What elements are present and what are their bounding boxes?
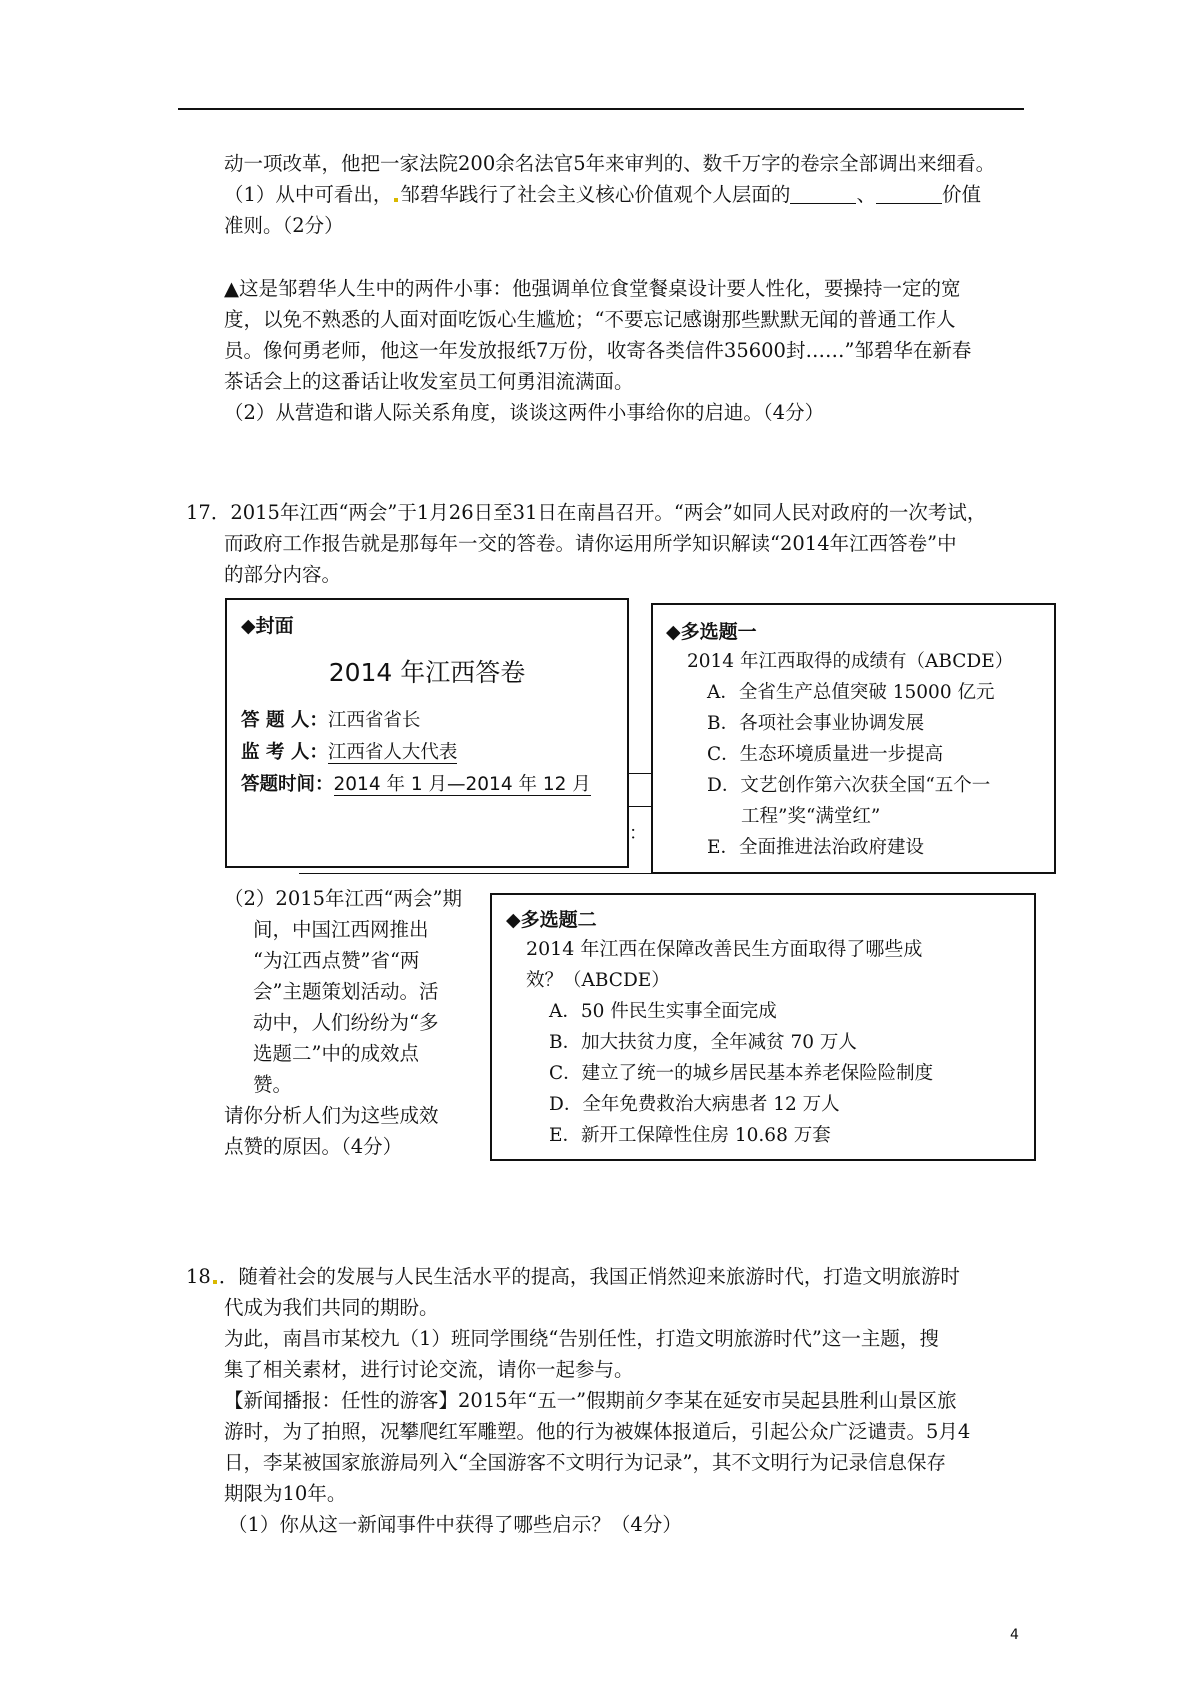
q17-text-line: 的部分内容。 xyxy=(224,563,342,586)
mc1-option: E．全面推进法治政府建设 xyxy=(707,837,925,858)
mc2-option: C．建立了统一的城乡居民基本养老保险险制度 xyxy=(549,1063,934,1084)
q16-text-line: 动一项改革，他把一家法院200余名法官5年来审判的、数千万字的卷宗全部调出来细看。 xyxy=(224,152,996,175)
q16-q1-middle: 邹碧华践行了社会主义核心价值观个人层面的 xyxy=(400,183,791,206)
mc2-option: E．新开工保障性住房 10.68 万套 xyxy=(549,1125,831,1146)
cover-label: 答题时间： xyxy=(241,774,334,795)
q18-text-line: 集了相关素材，进行讨论交流，请你一起参与。 xyxy=(224,1358,634,1381)
highlight-dot xyxy=(213,1280,217,1284)
cover-value: 江西省省长 xyxy=(327,710,421,731)
q16-para2-line: ▲这是邹碧华人生中的两件小事：他强调单位食堂餐桌设计要人性化，要操持一定的宽 xyxy=(224,277,961,300)
cover-row-proctor xyxy=(241,738,457,764)
q17-q2-line: 动中，人们纷纷为“多 xyxy=(253,1011,439,1034)
cover-label: 答 题 人： xyxy=(241,710,328,731)
mc1-option: D．文艺创作第六次获全国“五个一 xyxy=(707,775,991,796)
mc2-question: 效？（ABCDE） xyxy=(526,970,670,991)
mc1-option: B．各项社会事业协调发展 xyxy=(707,713,925,734)
q16-q1-sep: 、 xyxy=(856,183,876,206)
q17-q2-line: 会”主题策划活动。活 xyxy=(253,980,439,1003)
q16-para2-line: 茶话会上的这番话让收发室员工何勇泪流满面。 xyxy=(224,370,634,393)
q17-text-line: 17．2015年江西“两会”于1月26日至31日在南昌召开。“两会”如同人民对政府的一次考试， xyxy=(186,501,987,524)
q18-subquestion-1: （1）你从这一新闻事件中获得了哪些启示？（4分） xyxy=(228,1513,682,1536)
cover-row-time xyxy=(241,770,591,796)
q16-q1-line2: 准则。（2分） xyxy=(224,214,344,237)
mc1-question: 2014 年江西取得的成绩有（ABCDE） xyxy=(687,651,1014,672)
cover-title: 2014 年江西答卷 xyxy=(328,658,526,687)
cover-value: 江西省人大代表 xyxy=(327,742,458,763)
q18-text-line: 代成为我们共同的期盼。 xyxy=(224,1296,439,1319)
mc1-option: A．全省生产总值突破 15000 亿元 xyxy=(707,682,995,703)
cover-heading: ◆封面 xyxy=(241,615,294,637)
mc2-question: 2014 年江西在保障改善民生方面取得了哪些成 xyxy=(526,938,923,960)
q16-para2-line: 度，以免不熟悉的人面对面吃饭心生尴尬；“不要忘记感谢那些默默无闻的普通工作人 xyxy=(224,308,956,331)
q16-subquestion-2: （2）从营造和谐人际关系角度，谈谈这两件小事给你的启迪。（4分） xyxy=(224,401,825,424)
cover-label: 监 考 人： xyxy=(241,742,328,763)
q16-para2-line: 员。像何勇老师，他这一年发放报纸7万份，收寄各类信件35600封……”邹碧华在新春 xyxy=(224,339,972,362)
q17-text-line: 而政府工作报告就是那每年一交的答卷。请你运用所学知识解读“2014年江西答卷”中 xyxy=(224,532,957,555)
mc1-option-cont: 工程”奖“满堂红” xyxy=(741,806,881,827)
highlight-dot xyxy=(394,198,398,202)
mc1-heading: ◆多选题一 xyxy=(666,621,757,643)
connector-line xyxy=(629,773,652,774)
connector-line xyxy=(629,806,652,807)
header-rule xyxy=(178,108,1024,110)
cover-box xyxy=(225,598,629,868)
q18-text-line: 游时，为了拍照，况攀爬红军雕塑。他的行为被媒体报道后，引起公众广泛谴责。5月4 xyxy=(224,1420,971,1443)
q16-q1-suffix: 价值 xyxy=(941,183,981,206)
q17-q2-line: 赞。 xyxy=(253,1073,293,1096)
mc2-heading: ◆多选题二 xyxy=(506,909,597,931)
cover-row-answerer xyxy=(241,706,420,732)
mc2-option: D．全年免费救治大病患者 12 万人 xyxy=(549,1094,840,1115)
q18-text-line xyxy=(186,1261,960,1292)
q17-q2-line: 选题二”中的成效点 xyxy=(253,1042,419,1065)
q18-line1-text: ．随着社会的发展与人民生活水平的提高，我国正悄然迎来旅游时代，打造文明旅游时 xyxy=(218,1265,960,1288)
q17-q2-line: （2）2015年江西“两会”期 xyxy=(224,887,462,910)
q17-q2-line: 请你分析人们为这些成效 xyxy=(224,1104,439,1127)
q18-text-line: 【新闻播报：任性的游客】2015年“五一”假期前夕李某在延安市吴起县胜利山景区旅 xyxy=(224,1389,957,1412)
q16-subquestion-1 xyxy=(224,179,981,210)
answer-blank[interactable] xyxy=(876,183,942,204)
q18-number: 18 xyxy=(186,1265,211,1288)
mc2-option: B．加大扶贫力度，全年减贫 70 万人 xyxy=(549,1032,857,1053)
q17-q2-line: 点赞的原因。（4分） xyxy=(224,1135,403,1158)
q16-q1-prefix: （1）从中可看出， xyxy=(224,183,393,206)
mc1-option: C．生态环境质量进一步提高 xyxy=(707,744,944,765)
cover-value: 2014 年 1 月—2014 年 12 月 xyxy=(333,774,591,795)
q18-text-line: 为此，南昌市某校九（1）班同学围绕“告别任性，打造文明旅游时代”这一主题，搜 xyxy=(224,1327,939,1350)
q17-q2-line: “为江西点赞”省“两 xyxy=(253,949,420,972)
stray-colon: ： xyxy=(629,823,647,844)
q18-text-line: 期限为10年。 xyxy=(224,1482,347,1505)
mc2-option: A．50 件民生实事全面完成 xyxy=(549,1001,777,1022)
answer-blank[interactable] xyxy=(790,183,856,204)
q17-q2-line: 间，中国江西网推出 xyxy=(253,918,429,941)
page-number: 4 xyxy=(1010,1627,1019,1643)
q18-text-line: 日，李某被国家旅游局列入“全国游客不文明行为记录”，其不文明行为记录信息保存 xyxy=(224,1451,946,1474)
